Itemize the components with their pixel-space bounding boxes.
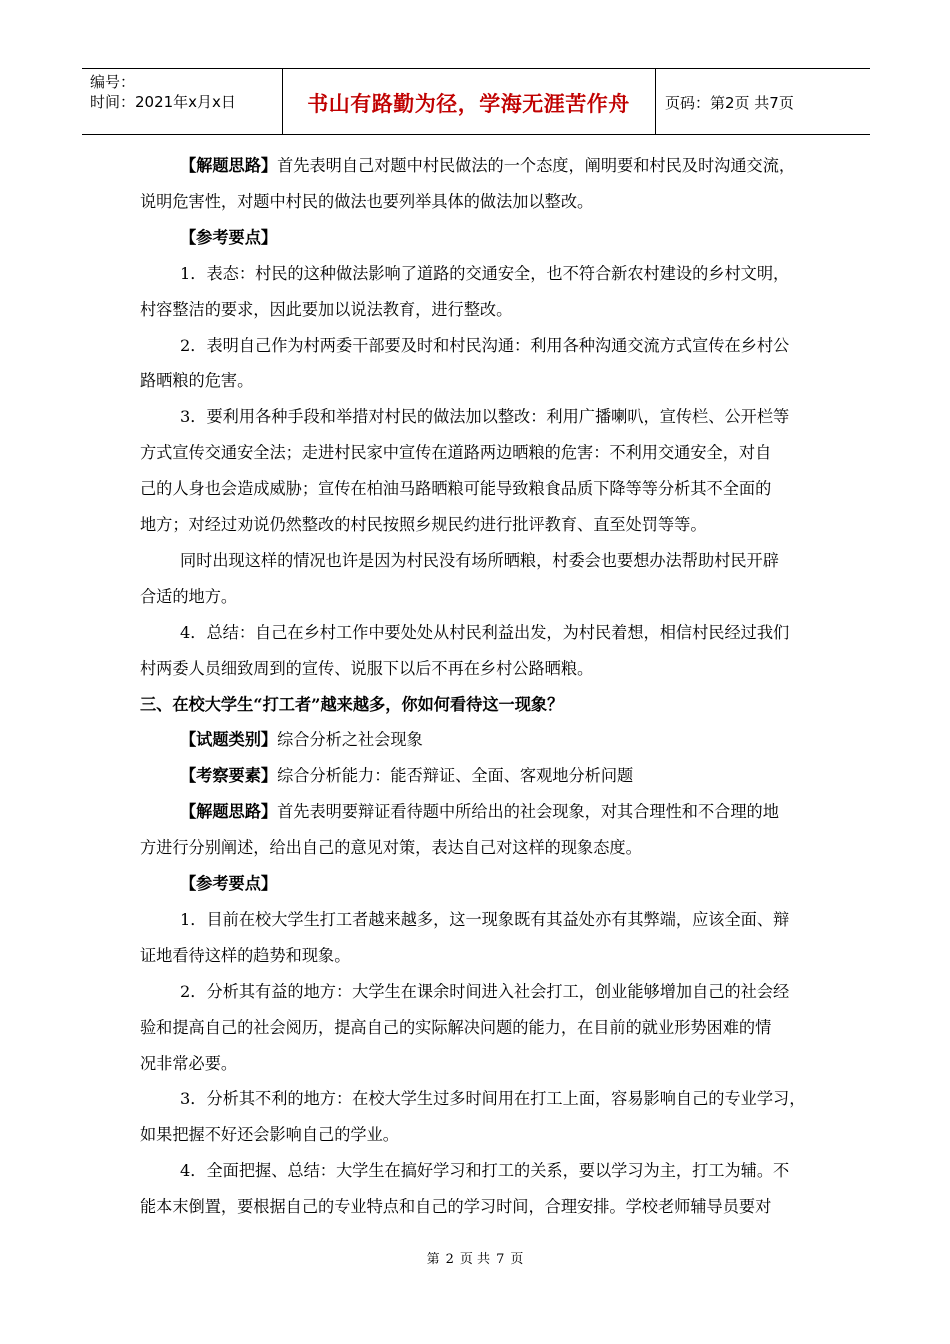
line-text: 况非常必要。 <box>140 1053 238 1073</box>
paragraph-first-line <box>180 730 812 750</box>
line-text: 村容整洁的要求，因此要加以说法教育，进行整改。 <box>140 299 513 319</box>
paragraph-first-line <box>180 156 812 176</box>
footer-prefix: 第 <box>426 1252 440 1267</box>
paragraph-first-line <box>180 1089 812 1109</box>
footer-suffix: 页 <box>510 1252 524 1267</box>
section-heading: 三、在校大学生“打工者”越来越多，你如何看待这一现象？ <box>140 694 564 714</box>
line-text: 1．目前在校大学生打工者越来越多，这一现象既有其益处亦有其弊端，应该全面、辩 <box>180 909 790 929</box>
number-label: 编号： <box>90 73 136 91</box>
page-footer <box>0 1252 950 1268</box>
section-label: 【考察要素】 <box>180 766 278 786</box>
paragraph-first-line <box>180 551 812 571</box>
line-text: 方式宣传交通安全法；走进村民家中宣传在道路两边晒粮的危害：不利用交通安全，对自 <box>140 443 772 463</box>
paragraph-first-line <box>180 766 812 786</box>
section-label: 【参考要点】 <box>180 874 278 893</box>
line-text: 首先表明要辩证看待题中所给出的社会现象，对其合理性和不合理的地 <box>277 802 779 822</box>
paragraph-line <box>140 443 812 463</box>
line-text: 3．分析其不利的地方：在校大学生过多时间用在打工上面，容易影响自己的专业学习， <box>180 1089 806 1109</box>
paragraph-line <box>140 515 812 535</box>
paragraph-first-line <box>180 264 812 284</box>
line-text: 方进行分别阐述，给出自己的意见对策，表达自己对这样的现象态度。 <box>140 838 642 858</box>
paragraph-line <box>140 192 812 212</box>
footer-total-pages: 7 <box>496 1252 505 1267</box>
section-label: 【参考要点】 <box>180 227 278 247</box>
line-text: 综合分析之社会现象 <box>277 730 423 750</box>
line-text: 4．总结：自己在乡村工作中要处处从村民利益出发，为村民着想，相信村民经过我们 <box>180 622 790 642</box>
line-text: 首先表明自己对题中村民做法的一个态度，阐明要和村民及时沟通交流， <box>277 156 796 175</box>
paragraph-first-line <box>180 228 812 248</box>
line-text: 路晒粮的危害。 <box>140 371 254 391</box>
paragraph-line <box>140 587 812 607</box>
line-text: 2．分析其有益的地方：大学生在课余时间进入社会打工，创业能够增加自己的社会经 <box>180 981 790 1001</box>
line-text: 2．表明自己作为村两委干部要及时和村民沟通：利用各种沟通交流方式宣传在乡村公 <box>180 335 790 355</box>
header-meta-cell <box>82 69 283 134</box>
footer-mid: 页 共 <box>459 1252 491 1267</box>
header-page-cell <box>655 69 870 134</box>
paragraph-first-line <box>180 874 812 894</box>
paragraph-first-line <box>180 982 812 1002</box>
line-text: 合适的地方。 <box>140 586 238 606</box>
line-text: 证地看待这样的趋势和现象。 <box>140 945 351 965</box>
section-label: 【试题类别】 <box>180 730 278 750</box>
section-label: 【解题思路】 <box>180 156 278 175</box>
line-text: 说明危害性，对题中村民的做法也要列举具体的做法加以整改。 <box>140 191 594 211</box>
paragraph-line <box>140 371 812 391</box>
line-text: 村两委人员细致周到的宣传、说服下以后不再在乡村公路晒粮。 <box>140 658 594 678</box>
line-text: 1．表态：村民的这种做法影响了道路的交通安全，也不符合新农村建设的乡村文明， <box>180 263 790 283</box>
paragraph-line <box>140 659 812 679</box>
line-text: 如果把握不好还会影响自己的学业。 <box>140 1125 399 1145</box>
line-text: 综合分析能力：能否辩证、全面、客观地分析问题 <box>277 766 634 786</box>
page-info: 页码：第2页 共7页 <box>665 94 794 112</box>
paragraph-first-line <box>180 407 812 427</box>
header-motto-cell <box>282 69 656 134</box>
motto-text: 书山有路勤为径，学海无涯苦作舟 <box>307 92 630 116</box>
section-label: 【解题思路】 <box>180 802 278 822</box>
paragraph-line <box>140 1054 812 1074</box>
document-header <box>82 68 870 135</box>
paragraph-first-line <box>180 1161 812 1181</box>
paragraph-first-line <box>180 623 812 643</box>
paragraph-line <box>140 1125 812 1145</box>
paragraph-line <box>140 479 812 499</box>
paragraph-line <box>140 946 812 966</box>
footer-page-number: 2 <box>445 1252 454 1267</box>
paragraph-line <box>140 1018 812 1038</box>
line-text: 3．要利用各种手段和举措对村民的做法加以整改：利用广播喇叭，宣传栏、公开栏等 <box>180 407 790 427</box>
line-text: 地方；对经过劝说仍然整改的村民按照乡规民约进行批评教育、直至处罚等等。 <box>140 515 707 534</box>
paragraph-line <box>140 1197 812 1217</box>
paragraph-first-line <box>180 336 812 356</box>
date-label: 时间：2021年x月x日 <box>90 93 236 111</box>
paragraph-first-line <box>180 802 812 822</box>
paragraph-first-line <box>180 910 812 930</box>
line-text: 己的人身也会造成威胁；宣传在柏油马路晒粮可能导致粮食品质下降等等分析其不全面的 <box>140 479 772 499</box>
paragraph-line <box>140 300 812 320</box>
line-text: 4．全面把握、总结：大学生在搞好学习和打工的关系，要以学习为主，打工为辅。不 <box>180 1161 790 1181</box>
line-text: 能本末倒置，要根据自己的专业特点和自己的学习时间，合理安排。学校老师辅导员要对 <box>140 1197 772 1217</box>
paragraph-line <box>140 838 812 858</box>
line-text: 同时出现这样的情况也许是因为村民没有场所晒粮，村委会也要想办法帮助村民开辟 <box>180 550 779 570</box>
line-text: 验和提高自己的社会阅历，提高自己的实际解决问题的能力，在目前的就业形势困难的情 <box>140 1017 772 1037</box>
